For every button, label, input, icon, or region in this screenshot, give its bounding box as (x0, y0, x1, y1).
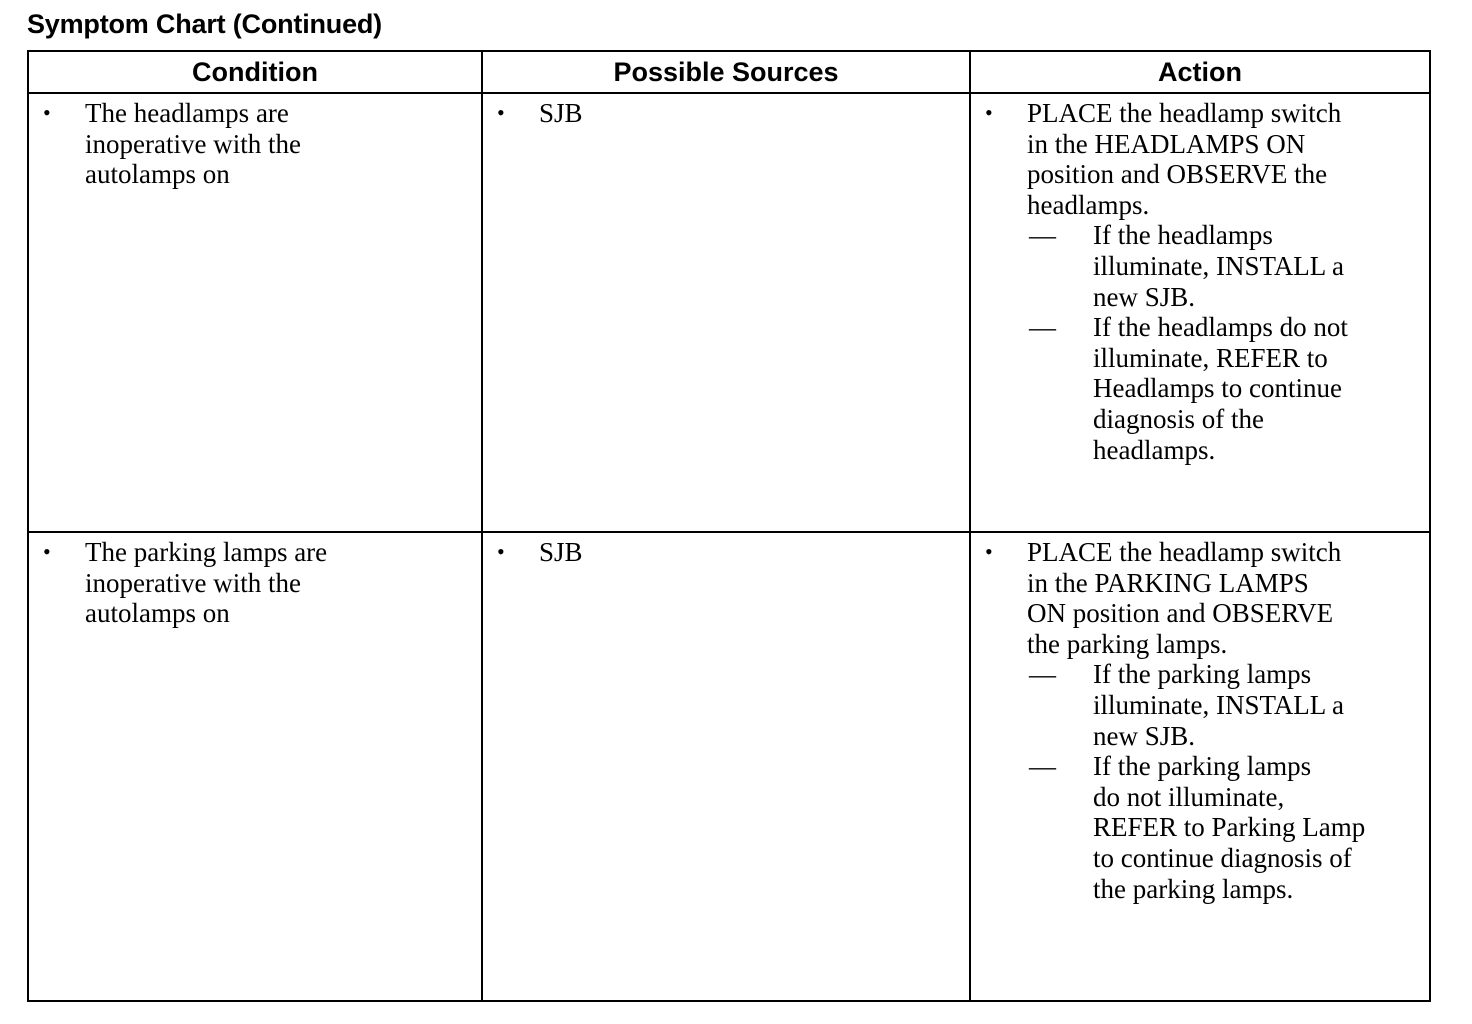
table-row (28, 532, 1430, 1001)
action-text-line: PLACE the headlamp switch (1027, 537, 1342, 567)
sub-text-line: illuminate, INSTALL a (1093, 250, 1345, 281)
header-possible-sources: Possible Sources (482, 51, 970, 93)
condition-text-line: inoperative with the (85, 128, 301, 159)
sub-text-line: If the headlamps (1093, 220, 1273, 251)
action-sub-item (971, 312, 1429, 465)
condition-text-line: autolamps on (85, 159, 230, 190)
sub-text-line: If the parking lamps (1093, 751, 1312, 782)
action-text-line: in the PARKING LAMPS (1027, 567, 1309, 598)
dash-icon: — (1029, 312, 1056, 343)
action-text-line: PLACE the headlamp switch (1027, 98, 1342, 128)
source-text: SJB (539, 537, 583, 567)
sub-text-line: the parking lamps. (1093, 873, 1294, 904)
condition-text-line: The headlamps are (85, 98, 289, 128)
header-action: Action (970, 51, 1430, 93)
dash-icon: — (1029, 751, 1056, 782)
condition-text-line: The parking lamps are (85, 537, 328, 567)
action-text-line: ON position and OBSERVE (1027, 598, 1334, 629)
action-item (971, 98, 1429, 220)
action-text-line: in the HEADLAMPS ON (1027, 128, 1306, 159)
condition-cell (28, 532, 482, 1001)
condition-text-line: inoperative with the (85, 567, 301, 598)
source-text: SJB (539, 98, 583, 128)
action-item (971, 537, 1429, 659)
sub-text-line: to continue diagnosis of (1093, 842, 1352, 873)
sub-text-line: If the parking lamps (1093, 659, 1312, 690)
action-cell (970, 93, 1430, 532)
source-item (483, 98, 969, 129)
action-sub-item (971, 220, 1429, 312)
condition-item (29, 98, 481, 190)
sub-text-line: If the headlamps do not (1093, 312, 1348, 343)
condition-cell (28, 93, 482, 532)
table-row (28, 93, 1430, 532)
action-cell (970, 532, 1430, 1001)
action-text-line: position and OBSERVE the (1027, 159, 1328, 190)
sub-text-line: Headlamps to continue (1093, 373, 1342, 404)
condition-text-line: autolamps on (85, 598, 230, 629)
condition-item (29, 537, 481, 629)
sub-text-line: illuminate, REFER to (1093, 342, 1328, 373)
sub-text-line: illuminate, INSTALL a (1093, 689, 1345, 720)
action-text-line: headlamps. (1027, 189, 1150, 220)
action-text-line: the parking lamps. (1027, 628, 1228, 659)
bullet-icon: • (985, 100, 993, 125)
dash-icon: — (1029, 659, 1056, 690)
source-cell (482, 93, 970, 532)
bullet-icon: • (497, 100, 505, 125)
sub-text-line: REFER to Parking Lamp (1093, 812, 1366, 843)
source-cell (482, 532, 970, 1001)
symptom-chart-table (27, 50, 1431, 1002)
sub-text-line: new SJB. (1093, 720, 1196, 751)
source-item (483, 537, 969, 568)
dash-icon: — (1029, 220, 1056, 251)
action-sub-item (971, 751, 1429, 904)
header-condition: Condition (28, 51, 482, 93)
sub-text-line: do not illuminate, (1093, 781, 1285, 812)
sub-text-line: diagnosis of the (1093, 403, 1264, 434)
chart-title: Symptom Chart (Continued) (27, 9, 382, 39)
table-header-row (28, 51, 1430, 93)
bullet-icon: • (43, 100, 51, 125)
bullet-icon: • (985, 539, 993, 564)
sub-text-line: headlamps. (1093, 434, 1216, 465)
action-sub-item (971, 659, 1429, 751)
bullet-icon: • (497, 539, 505, 564)
bullet-icon: • (43, 539, 51, 564)
sub-text-line: new SJB. (1093, 281, 1196, 312)
